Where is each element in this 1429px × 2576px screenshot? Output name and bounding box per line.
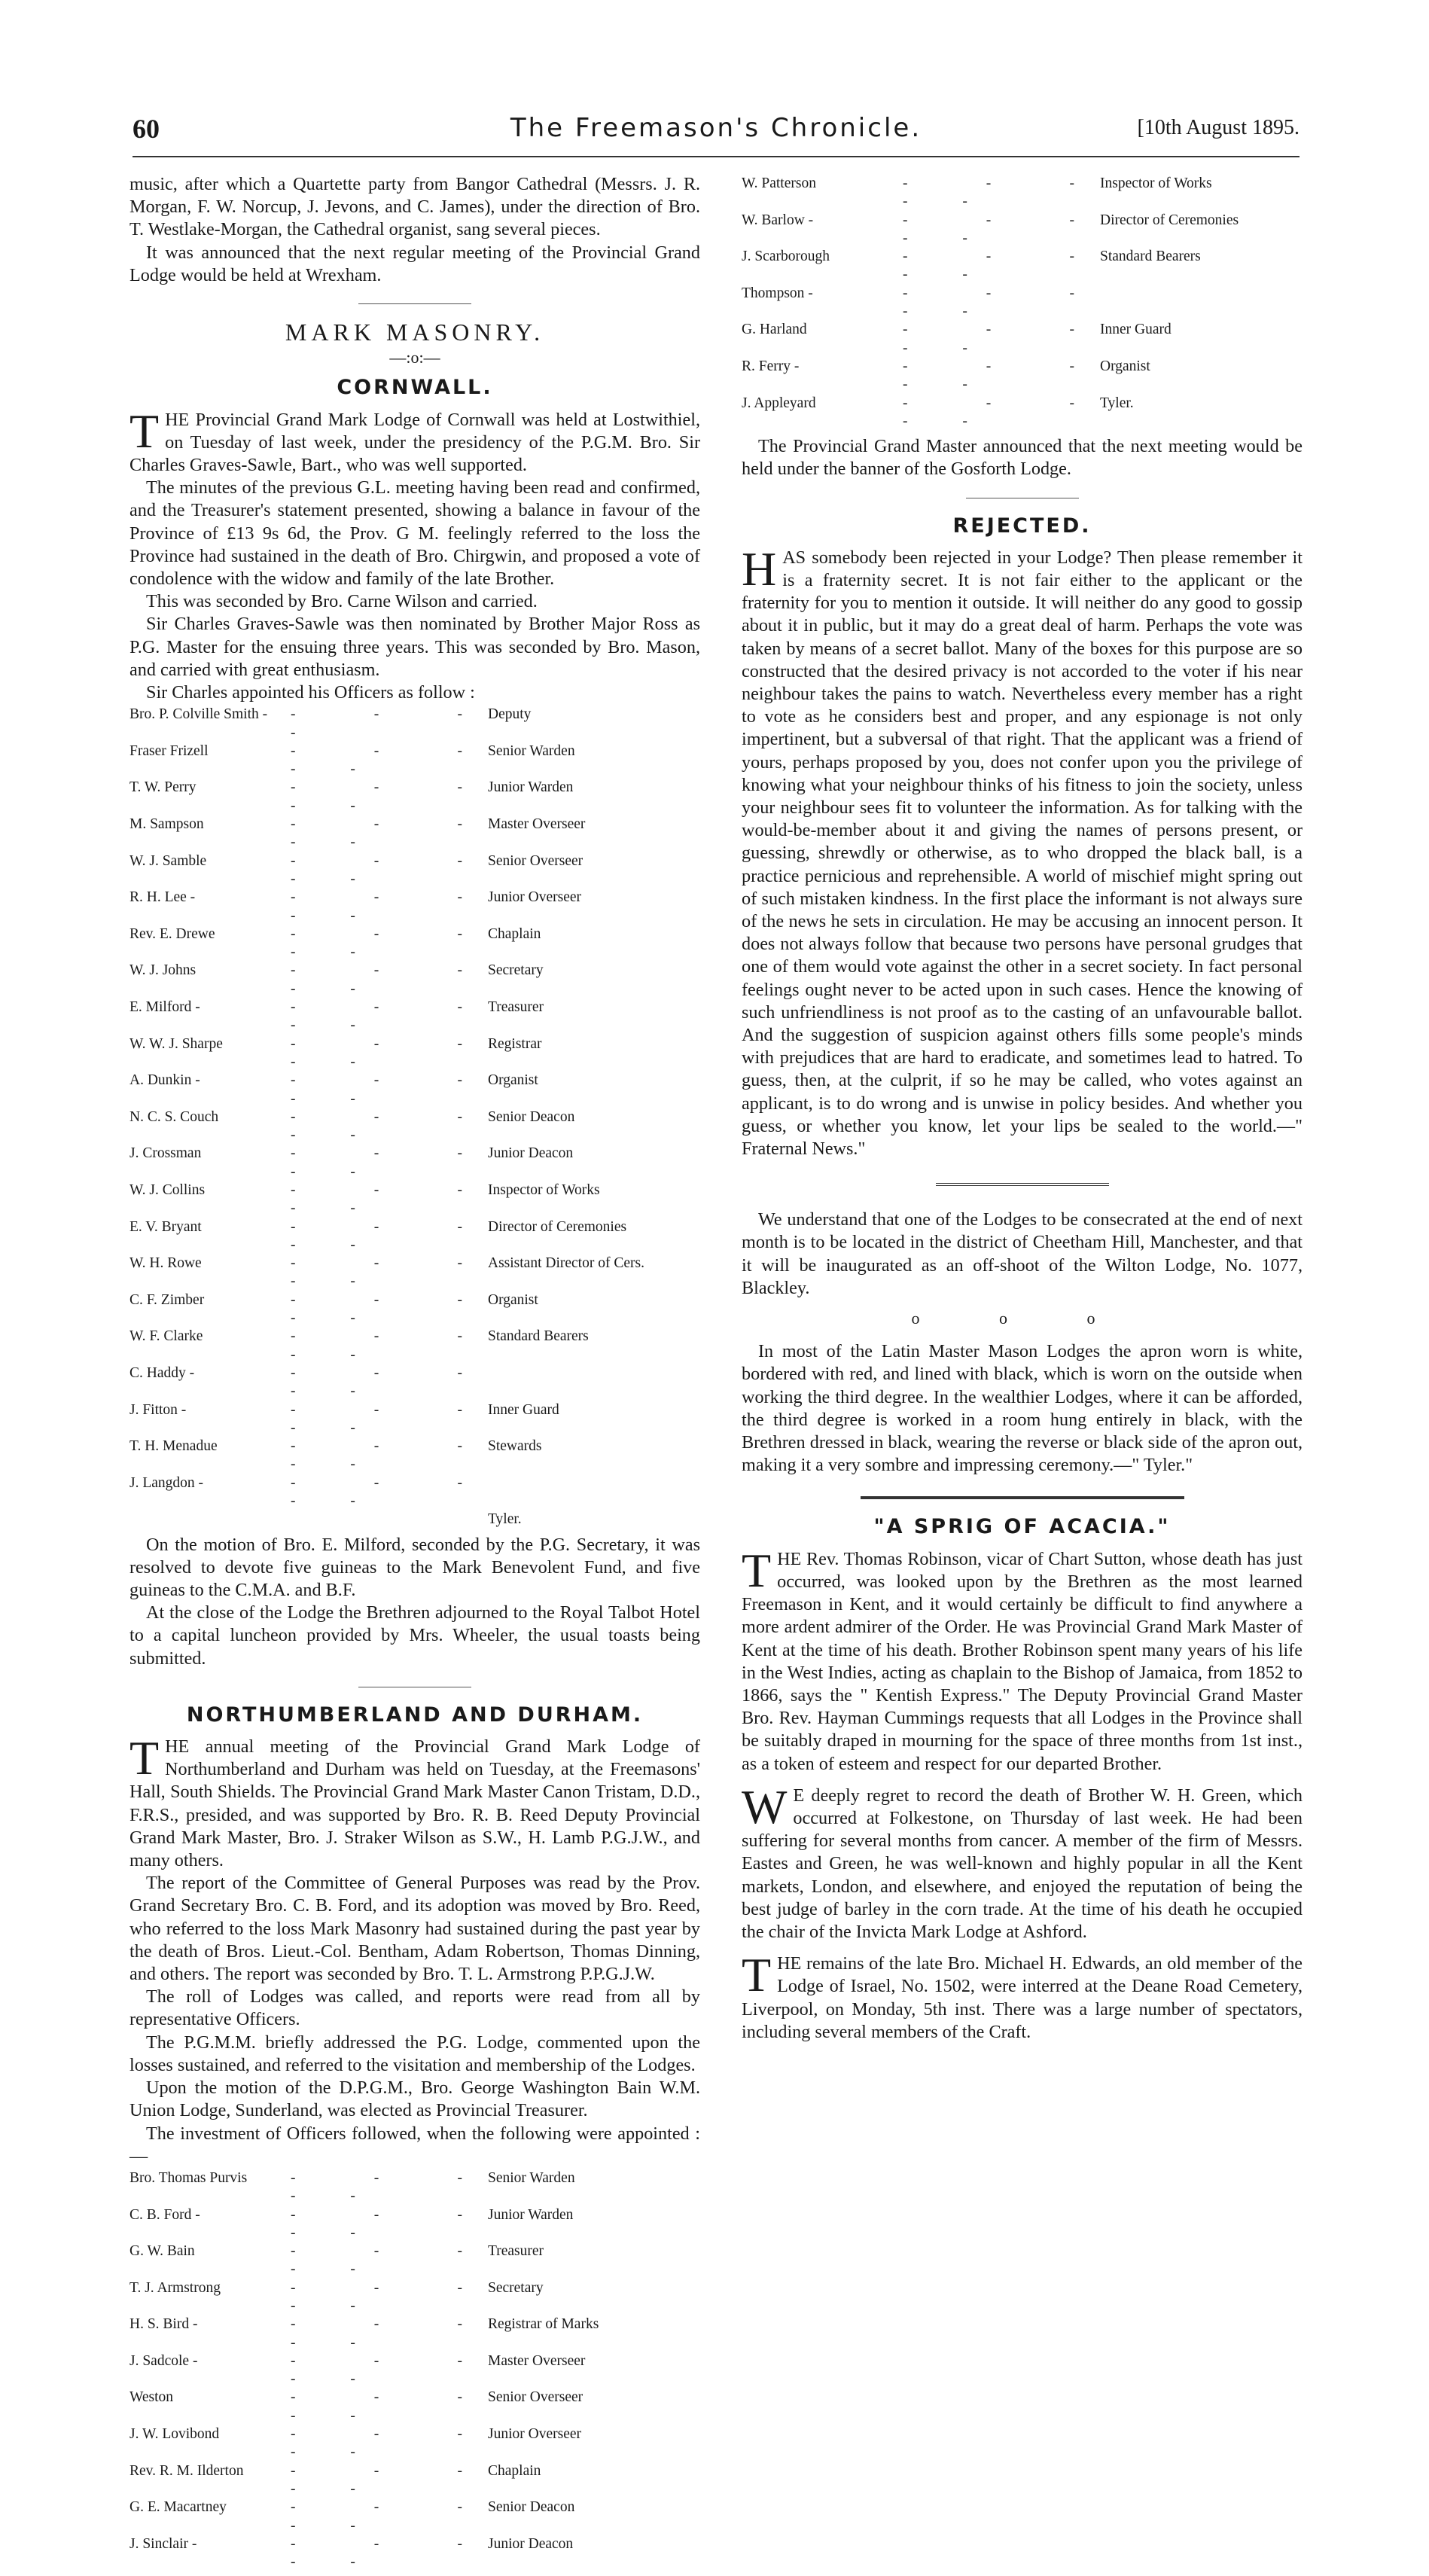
officer-office: Registrar of Marks (488, 2316, 599, 2333)
leader-dashes: - - - - - (903, 212, 1100, 246)
leader-dashes: - - - - - (291, 1291, 488, 1327)
article-paragraph: The investment of Officers followed, when the following were appointed :— (129, 2123, 700, 2166)
leader-dashes: - - - - - (291, 1401, 488, 1436)
officer-office: Senior Overseer (488, 2389, 583, 2406)
officer-name: W. J. Collins (129, 1181, 206, 1198)
officer-office: Chaplain (488, 925, 541, 942)
leader-dashes: - - - - - (291, 1145, 488, 1180)
leader-dashes: - - - - - (291, 1108, 488, 1144)
officer-name: H. S. Bird - (129, 2316, 198, 2333)
officers-list-northumberland (129, 2169, 700, 2572)
officer-office: Senior Overseer (488, 852, 583, 869)
leader-dashes: - - - - - (291, 779, 488, 814)
officer-office: Organist (488, 1072, 538, 1089)
officer-name: J. Scarborough (742, 248, 830, 265)
obituary-paragraph (742, 1543, 1303, 1776)
officer-office: Junior Warden (488, 779, 574, 796)
officer-office: Master Overseer (488, 816, 586, 833)
leader-dashes: - - - - - (291, 1181, 488, 1217)
officer-office: Treasurer (488, 999, 544, 1016)
article-paragraph: At the close of the Lodge the Brethren adjourned to the Royal Talbot Hotel to a capital luncheon provided by Mrs. Wheeler, the usual toasts being submitted. (129, 1602, 700, 1669)
obituary-paragraph (742, 1779, 1303, 1943)
officer-name: G. W. Bain (129, 2243, 195, 2260)
leader-dashes: - - - - - (291, 1474, 488, 1510)
drop-cap: T (129, 1731, 160, 1785)
officer-office: Master Overseer (488, 2352, 586, 2369)
officer-row (129, 742, 700, 779)
paragraph-text: HE annual meeting of the Provincial Grand Mark Lodge of Northumberland and Durham was held on Tuesday, at the Freemasons' Hall, South Shields. The Provincial Grand Mark Master Canon Tristam, D.D., F.R.S., presided, and was supported by Bro. R. B. Reed Deputy Provincial Grand Mark Master, Bro. J. Straker Wilson as S.W., H. Lamb P.G.J.W., and many others. (129, 1736, 700, 1871)
leader-dashes: - - - - - (291, 1328, 488, 1363)
officer-row (742, 248, 1303, 285)
article-paragraph: This was seconded by Bro. Carne Wilson and carried. (146, 591, 538, 612)
officer-row (742, 395, 1303, 431)
leader-dashes: - - - - - (291, 2279, 488, 2314)
officer-name: W. Barlow - (742, 212, 814, 228)
officer-row (129, 2242, 700, 2279)
officer-office: Senior Warden (488, 742, 575, 759)
officer-office: Chaplain (488, 2462, 541, 2479)
leader-dashes: - - - - - (903, 358, 1100, 393)
officer-office: Director of Ceremonies (488, 1218, 627, 1235)
leader-dashes: - - - - - (291, 2316, 488, 2351)
officer-name (129, 1511, 285, 1529)
officer-row (129, 2169, 700, 2206)
officer-office: Senior Deacon (488, 2499, 575, 2516)
officer-office: Standard Bearers (488, 1328, 589, 1345)
officer-name: T. J. Armstrong (129, 2279, 221, 2296)
page-number: 60 (133, 114, 160, 144)
officer-office: Inspector of Works (1100, 175, 1212, 191)
officer-row (742, 212, 1303, 248)
officer-office: Director of Ceremonies (1100, 212, 1239, 228)
officer-office: Secretary (488, 962, 544, 979)
officer-row (129, 1035, 700, 1072)
paragraph-text: HE remains of the late Bro. Michael H. Edwards, an old member of the Lodge of Israel, No. 1502, were interred at the Deane Road Cemetery, Liverpool, on Monday, 5th inst. There was a large number of spectators, including several members of the Craft. (742, 1953, 1303, 2042)
officer-name: W. H. Rowe (129, 1255, 202, 1272)
officer-office: Senior Deacon (488, 1108, 575, 1125)
officer-row (129, 1291, 700, 1328)
officer-name: E. V. Bryant (129, 1218, 202, 1235)
ornament-separator: o o o (911, 1309, 1133, 1328)
officer-row (742, 175, 1303, 212)
officer-office: Junior Overseer (488, 889, 581, 906)
paragraph-text: AS somebody been rejected in your Lodge? Then please remember it is a fraternity secret. It is not fair either to the applicant or the fraternity for you to mention it outside. It will neither do any good to gossip about it in public, but it may do a great deal of harm. Perhaps the vote was taken by means of a secret ballot. Many of the boxes for this purpose are so constructed that the desired privacy is not accorded to the voter if his near neighbour takes the pains to watch. Nevertheless every member has a right to vote as he considers best and proper, and any espionage is not only impertinent, but a subversal of that right. That the applicant was a friend of yours, perhaps proposed by you, does not confer upon you the privilege of knowing what your neighbour thinks of his fitness to join the society, unless your neighbour sees fit to volunteer the information. As for talking with the would-be-member about it and giving the names of persons present, or guessing, shrewdly or otherwise, as to who dropped the black ball, is a practice pernicious and reprehensible. A world of mischief might spring out of such mistaken kindness. In the first place the informant is not always sure of the news he sets in circulation. He may be accusing an innocent person. It does not always follow that because two persons have personal grudges that one of them would vote against the other in a secret society. In fact personal feelings ought never to be acted upon in such cases. Hence the knowing of such unfriendliness is not proof as to the casting of an unfavourable ballot. And the suggestion of suspicion against others fills some people's minds with prejudices that are hard to eradicate, and sometimes lead to hatred. To guess, then, at the culprit, if so he may be called, who votes against an applicant, is to do wrong and is unwise in policy besides. And whether you guess, or whether you know, let your lips be sealed to the world.—" Fraternal News." (742, 547, 1303, 1160)
officers-list-continued (742, 175, 1303, 431)
leader-dashes: - - - - - (903, 322, 1100, 356)
article-paragraph (129, 404, 700, 477)
drop-cap: W (742, 1779, 788, 1834)
officer-name: G. Harland (742, 322, 807, 338)
officer-office (488, 1474, 700, 1511)
news-note: In most of the Latin Master Mason Lodges the apron worn is white, bordered with red, and lined with black, which is worn on the outside when working the third degree. In the wealthier Lodges, where it can be afforded, the third degree is worked in a room hung entirely in black, with the Brethren dressed in black, wearing the reverse or black side of the apron out, making it a very sombre and impressing ceremony.—" Tyler." (742, 1341, 1303, 1476)
leader-dashes: - - - - - (291, 1255, 488, 1290)
officer-name: T. H. Menadue (129, 1438, 218, 1455)
article-paragraph: Upon the motion of the D.P.G.M., Bro. George Washington Bain W.M. Union Lodge, Sunderland, was elected as Provincial Treasurer. (129, 2078, 700, 2121)
obituary-paragraph (742, 1948, 1303, 2044)
officer-name: J. Langdon - (129, 1474, 204, 1491)
officer-row (129, 1328, 700, 1364)
paragraph-text: HE Rev. Thomas Robinson, vicar of Chart Sutton, whose death has just occurred, was looked upon by the Brethren as the most learned Freemason in Kent, and it would certainly be difficult to find anywhere a more ardent admirer of the Order. He was Provincial Grand Mark Master of Kent at the time of his death. Brother Robinson spent many years of his life in the West Indies, acting as chaplain to the Bishop of Jamaica, from 1852 to 1866, says the " Kentish Express." The Deputy Provincial Grand Master Bro. Rev. Hayman Cummings requests that all Lodges in the Province shall be suitably draped in mourning for the space of three months from 1st inst., as a token of esteem and respect for our departed Brother. (742, 1548, 1303, 1774)
officer-row (129, 1254, 700, 1291)
leader-dashes: - - - - - (291, 889, 488, 924)
officer-office: Assistant Director of Cers. (488, 1255, 644, 1272)
officer-row (129, 2206, 700, 2243)
leader-dashes: - - - - - (903, 248, 1100, 283)
officer-name: W. Patterson (742, 175, 816, 191)
leader-dashes: - - - - - (291, 2352, 488, 2388)
officer-name: Rev. E. Drewe (129, 925, 215, 942)
officer-name: G. E. Macartney (129, 2499, 227, 2516)
section-divider (358, 303, 471, 304)
officer-row (129, 2535, 700, 2572)
officer-row (129, 1474, 700, 1511)
leader-dashes: - - - - - (291, 852, 488, 887)
officer-name: W. J. Johns (129, 962, 197, 979)
officer-office: Junior Overseer (488, 2426, 581, 2443)
officer-row (129, 706, 700, 742)
leader-dashes: - - - - (291, 706, 488, 741)
paragraph-text: E deeply regret to record the death of Brother W. H. Green, which occurred at Folkestone, on Thursday of last week. He had been suffering for several months from cancer. A member of the firm of Messrs. Eastes and Green, he was well-known and highly popular in all the Kent markets, London, and elsewhere, and enjoyed the reputation of being the best judge of barley in the corn trade. At the time of his death he occupied the chair of the Invicta Mark Lodge at Ashford. (742, 1785, 1303, 1942)
officer-office: Junior Deacon (488, 1145, 574, 1162)
leader-dashes: - - - - - (291, 2243, 488, 2278)
officer-row (129, 1401, 700, 1438)
officer-name: C. Haddy - (129, 1364, 195, 1381)
drop-cap: T (129, 404, 160, 458)
paragraph-text: HE Provincial Grand Mark Lodge of Cornwall was held at Lostwithiel, on Tuesday of last week, under the presidency of the P.G.M. Bro. Sir Charles Graves-Sawle, Bart., who was well supported. (129, 409, 700, 476)
leader-dashes: - - - - - (291, 2426, 488, 2461)
leader-dashes: - - - - - (291, 742, 488, 778)
officer-office (488, 1364, 700, 1401)
leader-dashes: - - - - - (291, 1218, 488, 1253)
officer-row (129, 925, 700, 962)
leader-dashes: - - - - - (291, 999, 488, 1034)
officer-row (129, 1437, 700, 1474)
officer-name: A. Dunkin - (129, 1072, 200, 1089)
officer-office: Secretary (488, 2279, 544, 2296)
officer-name: J. Crossman (129, 1145, 202, 1162)
officer-name: J. Sadcole - (129, 2352, 198, 2369)
officer-row (129, 2462, 700, 2499)
article-paragraph: The report of the Committee of General Purposes was read by the Prov. Grand Secretary Bro. C. B. Ford, and its adoption was moved by Bro. Reed, who referred to the loss Mark Masonry had sustained during the past year by the death of Bros. Lieut.-Col. Bentham, Adam Robertson, Thomas Dinning, and others. The report was seconded by Bro. T. L. Armstrong P.P.G.J.W. (129, 1873, 700, 1985)
heading-acacia: "A SPRIG OF ACACIA." (873, 1515, 1171, 1539)
officers-list-cornwall (129, 706, 700, 1529)
officer-row (129, 1218, 700, 1255)
section-divider (861, 1496, 1184, 1499)
officer-name: J. Sinclair - (129, 2535, 197, 2552)
article-paragraph: Sir Charles Graves-Sawle was then nominated by Brother Major Ross as P.G. Master for the ensuing three years. This was seconded by Bro. Mason, and carried with great enthusiasm. (129, 614, 700, 680)
officer-name: R. H. Lee - (129, 889, 196, 906)
intro-paragraph: It was announced that the next regular meeting of the Provincial Grand Lodge would be held at Wrexham. (129, 242, 700, 285)
article-paragraph (129, 1731, 700, 1872)
officer-office: Inner Guard (1100, 322, 1172, 338)
officer-office: Inspector of Works (488, 1181, 600, 1198)
leader-dashes: - - - - - (903, 395, 1100, 429)
heading-northumberland: NORTHUMBERLAND AND DURHAM. (186, 1703, 644, 1727)
header-rule (133, 156, 1300, 157)
officer-name: E. Milford - (129, 999, 200, 1016)
leader-dashes: - - - - - (291, 2206, 488, 2241)
leader-dashes: - - - - - (903, 175, 1100, 210)
officer-office: Tyler. (1100, 395, 1134, 411)
officer-row (129, 779, 700, 815)
article-paragraph: The Provincial Grand Master announced that the next meeting would be held under the banner of the Gosforth Lodge. (742, 436, 1303, 480)
officer-name: W. W. J. Sharpe (129, 1035, 223, 1052)
officer-row (129, 815, 700, 852)
officer-name: Fraser Frizell (129, 742, 209, 759)
officer-row (129, 2389, 700, 2425)
officer-office: Standard Bearers (1100, 248, 1201, 265)
officer-name: Bro. P. Colville Smith - (129, 706, 268, 723)
officer-office: Organist (488, 1291, 538, 1308)
article-paragraph: The minutes of the previous G.L. meeting having been read and confirmed, and the Treasurer's statement presented, showing a balance in favour of the Province of £13 9s 6d, the Prov. G M. feelingly referred to the loss the Province had sustained in the death of Bro. Chirgwin, and proposed a vote of condolence with the widow and family of the late Brother. (129, 477, 700, 590)
officer-name: J. W. Lovibond (129, 2426, 220, 2443)
article-paragraph: The roll of Lodges was called, and reports were read from all by representative Officers. (129, 1986, 700, 2030)
officer-name: J. Appleyard (742, 395, 816, 411)
leader-dashes: - - - - - (903, 285, 1100, 320)
right-column (742, 173, 1303, 2044)
left-column (129, 173, 700, 2576)
drop-cap: T (742, 1543, 772, 1597)
leader-dashes: - - - - - (291, 2535, 488, 2571)
officer-row (129, 1108, 700, 1145)
heading-rejected: REJECTED. (952, 514, 1092, 538)
section-divider (936, 1183, 1109, 1186)
drop-cap: T (742, 1948, 772, 2002)
officer-row (129, 889, 700, 925)
officer-name: J. Fitton - (129, 1401, 187, 1418)
officer-office: Deputy (488, 706, 532, 723)
leader-dashes: - - - - - (291, 925, 488, 961)
leader-dashes: - - - - - (291, 1035, 488, 1070)
officer-office: Treasurer (488, 2243, 544, 2260)
leader-dashes: - - - - - (291, 2462, 488, 2497)
officer-name: Weston (129, 2389, 174, 2406)
officer-office: Tyler. (488, 1511, 522, 1528)
leader-dashes: - - - - - (291, 1364, 488, 1400)
officer-row (129, 852, 700, 889)
leader-dashes: - - - - - (291, 1438, 488, 1473)
leader-dashes: - - - - - (291, 962, 488, 997)
officer-row (129, 2498, 700, 2535)
section-title-mark-masonry: MARK MASONRY. (285, 319, 545, 346)
news-note: We understand that one of the Lodges to be consecrated at the end of next month is to be located in the district of Cheetham Hill, Manchester, and that it will be inaugurated as an off-shoot of the Wilton Lodge, No. 1077, Blackley. (742, 1209, 1303, 1298)
leader-dashes (285, 1511, 488, 1529)
leader-dashes: - - - - - (291, 2499, 488, 2534)
heading-cornwall: CORNWALL. (337, 376, 493, 400)
officer-row (129, 1511, 700, 1529)
officer-name: C. B. Ford - (129, 2206, 200, 2223)
officer-name: R. Ferry - (742, 358, 800, 374)
officer-office (1100, 285, 1303, 322)
officer-name: Bro. Thomas Purvis (129, 2169, 248, 2186)
publication-title: The Freemason's Chronicle. (510, 113, 922, 143)
section-ornament: —:o:— (389, 348, 440, 367)
officer-name: Rev. R. M. Ilderton (129, 2462, 244, 2479)
officer-row (129, 2352, 700, 2389)
officer-office: Inner Guard (488, 1401, 559, 1418)
officer-row (129, 2315, 700, 2352)
officer-office: Senior Warden (488, 2169, 575, 2186)
officer-name: Thompson - (742, 285, 813, 301)
officer-name: T. W. Perry (129, 779, 197, 796)
intro-paragraph: music, after which a Quartette party from Bangor Cathedral (Messrs. J. R. Morgan, F. W. Norcup, J. Jevons, and C. James), under the direction of Bro. T. Westlake-Morgan, the Cathedral organist, sang several pieces. (129, 174, 700, 240)
officer-row (129, 1364, 700, 1401)
article-paragraph: Sir Charles appointed his Officers as follow : (146, 682, 475, 703)
leader-dashes: - - - - - (291, 1072, 488, 1107)
officer-name: W. F. Clarke (129, 1328, 203, 1345)
issue-date: [10th August 1895. (1137, 116, 1300, 139)
officer-row (742, 358, 1303, 395)
officer-row (129, 2279, 700, 2316)
officer-name: W. J. Samble (129, 852, 207, 869)
officer-row (129, 998, 700, 1035)
officer-name: N. C. S. Couch (129, 1108, 219, 1125)
officer-row (129, 1181, 700, 1218)
officer-row (129, 962, 700, 998)
officer-office: Stewards (488, 1438, 542, 1455)
officer-row (129, 2425, 700, 2462)
leader-dashes: - - - - - (291, 2169, 488, 2205)
page-header (133, 113, 1300, 151)
article-paragraph: On the motion of Bro. E. Milford, seconded by the P.G. Secretary, it was resolved to devote five guineas to the Mark Benevolent Fund, and five guineas to the C.M.A. and B.F. (129, 1534, 700, 1601)
officer-office: Junior Deacon (488, 2535, 574, 2552)
officer-row (129, 1072, 700, 1108)
officer-name: C. F. Zimber (129, 1291, 205, 1308)
officer-row (742, 285, 1303, 322)
officer-name: M. Sampson (129, 816, 204, 833)
officer-office: Junior Warden (488, 2206, 574, 2223)
officer-office: Registrar (488, 1035, 542, 1052)
leader-dashes: - - - - - (291, 2389, 488, 2424)
officer-row (742, 321, 1303, 358)
officer-office: Organist (1100, 358, 1150, 374)
article-paragraph (742, 541, 1303, 1160)
article-paragraph: The P.G.M.M. briefly addressed the P.G. Lodge, commented upon the losses sustained, and referred to the visitation and membership of the Lodges. (129, 2032, 700, 2075)
leader-dashes: - - - - - (291, 816, 488, 851)
drop-cap: H (742, 541, 777, 596)
officer-row (129, 1145, 700, 1181)
